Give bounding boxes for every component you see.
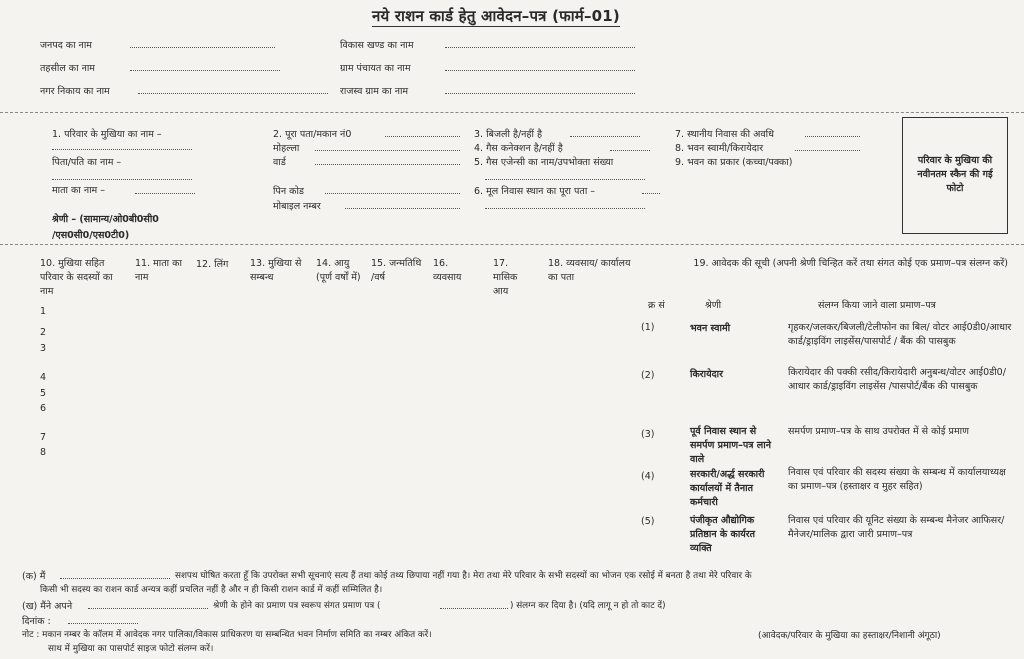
residence-duration-field[interactable]: [805, 127, 860, 137]
mother-field[interactable]: [135, 184, 195, 194]
head-name-field[interactable]: [52, 140, 192, 150]
declaration-a-text-2: किसी भी सदस्य का राशन कार्ड अन्यत्र कहीं प्रचलित नहीं है और न ही किसी राशन कार्ड में कहीं सम्मिलित है।: [40, 585, 383, 595]
declaration-a-prefix: (क) मैं: [22, 571, 46, 582]
docs-proof-5: निवास एवं परिवार की यूनिट संख्या के सम्बन्ध मैनेजर आफिसर/मैनेजर/मालिक द्वारा जारी प्रमाण–पत्र: [788, 515, 1005, 540]
head-name-label: 1. परिवार के मुखिया का नाम –: [52, 129, 162, 140]
block-label: विकास खण्ड का नाम: [340, 40, 414, 51]
gas-field[interactable]: [610, 141, 650, 151]
declaration-b-text: श्रेणी के होने का प्रमाण पत्र स्वरूप संगत प्रमाण पत्र (: [213, 601, 381, 611]
block-field[interactable]: [445, 38, 635, 48]
address-field[interactable]: [385, 127, 460, 137]
district-field[interactable]: [130, 38, 275, 48]
date-label: दिनांक :: [22, 616, 51, 627]
gram-panchayat-field[interactable]: [445, 61, 635, 71]
docs-sn-3: (3): [641, 429, 655, 440]
house-type-label: 9. भवन का प्रकार (कच्चा/पक्का): [675, 157, 793, 168]
gas-label: 4. गैस कनेक्शन है/नहीं है: [474, 143, 563, 154]
docs-proof-header: संलग्न किया जाने वाला प्रमाण–पत्र: [818, 300, 936, 311]
gram-panchayat-label: ग्राम पंचायत का नाम: [340, 63, 411, 74]
declaration-b-text-2: ) संलग्न कर दिया है। (यदि लागू न हो तो काट दें): [510, 601, 666, 611]
docs-sn-5: (5): [641, 516, 655, 527]
docs-proof-3: समर्पण प्रमाण–पत्र के साथ उपरोक्त में से कोई प्रमाण: [788, 426, 969, 437]
member-row-5: 5: [40, 388, 47, 399]
category-label-a: श्रेणी – (सामान्य/ओ0बी0सी0: [52, 214, 159, 225]
urban-body-field[interactable]: [138, 84, 328, 94]
address-label: 2. पूरा पता/मकान नं0: [273, 129, 352, 140]
district-label: जनपद का नाम: [40, 40, 92, 51]
origin-address-field-2[interactable]: [485, 199, 645, 209]
income-header: 17. मासिक आय: [493, 258, 518, 297]
photo-box-label: परिवार के मुखिया की नवीनतम स्कैन की गई फोटो: [917, 155, 993, 194]
mobile-field[interactable]: [345, 199, 460, 209]
father-label: पिता/पति का नाम –: [52, 157, 122, 168]
electricity-label: 3. बिजली है/नहीं है: [474, 129, 543, 140]
docs-category-header: श्रेणी: [705, 300, 722, 311]
tehsil-field[interactable]: [130, 61, 280, 71]
origin-address-label: 6. मूल निवास स्थान का पूरा पता –: [474, 186, 596, 197]
docs-sn-1: (1): [641, 322, 655, 333]
declaration-proof-field[interactable]: [440, 599, 508, 609]
owner-tenant-field[interactable]: [795, 141, 860, 151]
category-label-b: /एस0सी0/एस0टी0): [52, 230, 130, 241]
urban-body-label: नगर निकाय का नाम: [40, 86, 110, 97]
tehsil-label: तहसील का नाम: [40, 63, 95, 74]
member-row-7: 7: [40, 432, 47, 443]
revenue-village-field[interactable]: [445, 84, 635, 94]
member-row-3: 3: [40, 343, 47, 354]
signature-label: (आवेदक/परिवार के मुखिया का हस्ताक्षर/निशानी अंगूठा): [758, 631, 941, 641]
declaration-category-field[interactable]: [88, 599, 208, 609]
declaration-name-field[interactable]: [60, 569, 170, 579]
docs-category-2: किरायेदार: [690, 369, 724, 380]
member-name-header: 10. मुखिया सहित परिवार के सदस्यों का नाम: [40, 258, 113, 297]
dob-header: 15. जन्मतिथि /वर्ष: [371, 258, 422, 283]
docs-category-1: भवन स्वामी: [690, 323, 731, 334]
docs-category-4: सरकारी/अर्द्ध सरकारी कार्यालयों में तैनात कर्मचारी: [690, 469, 765, 508]
owner-tenant-label: 8. भवन स्वामी/किरायेदार: [675, 143, 764, 154]
divider-1: [0, 112, 1024, 113]
note-1: नोट : मकान नम्बर के कॉलम में आवेदक नगर पालिका/विकास प्राधिकरण या सम्बन्धित भवन निर्माण समिति का नम्बर अंकित करें।: [22, 630, 432, 640]
photo-box[interactable]: [902, 117, 1008, 234]
office-address-header: 18. व्यवसाय/ कार्यालय का पता: [548, 258, 631, 283]
origin-address-field[interactable]: [642, 184, 660, 194]
docs-category-3: पूर्व निवास स्थान से समर्पण प्रमाण–पत्र लाने वाले: [690, 426, 771, 465]
docs-proof-2: किरायेदार की पक्की रसीद/किरायेदारी अनुबन्ध/वोटर आई0डी0/आधार कार्ड/ड्राइविंग लाइसेंस /पासपोर्ट/बैंक की पासबुक: [788, 367, 1006, 392]
gas-agency-label: 5. गैस एजेन्सी का नाम/उपभोक्ता संख्या: [474, 157, 614, 168]
divider-2: [0, 244, 1024, 245]
member-row-1: 1: [40, 306, 47, 317]
relation-header: 13. मुखिया से सम्बन्ध: [250, 258, 302, 283]
docs-title: 19. आवेदक की सूची (अपनी श्रेणी चिन्हित करें तथा संगत कोई एक प्रमाण–पत्र संलग्न करें): [693, 258, 1008, 269]
mobile-label: मोबाइल नम्बर: [273, 201, 321, 212]
age-header: 14. आयु (पूर्ण वर्षों में): [316, 258, 361, 283]
revenue-village-label: राजस्व ग्राम का नाम: [340, 86, 409, 97]
occupation-header: 16. व्यवसाय: [433, 258, 462, 283]
date-field[interactable]: [68, 614, 138, 624]
father-field[interactable]: [52, 170, 192, 180]
ward-field[interactable]: [315, 155, 460, 165]
pincode-label: पिन कोड: [273, 186, 304, 197]
member-row-8: 8: [40, 447, 47, 458]
pincode-field[interactable]: [325, 184, 460, 194]
mohalla-label: मोहल्ला: [273, 143, 300, 154]
gender-header: 12. लिंग: [196, 259, 229, 270]
declaration-b-prefix: (ख) मैंने अपने: [22, 601, 73, 612]
mother-label: माता का नाम –: [52, 185, 105, 196]
docs-sn-4: (4): [641, 471, 655, 482]
mohalla-field[interactable]: [315, 141, 460, 151]
docs-sn-2: (2): [641, 370, 655, 381]
declaration-a-text: सशपथ घोषित करता हूँ कि उपरोक्त सभी सूचनाएं सत्य हैं तथा कोई तथ्य छिपाया नहीं गया है। मेरा तथा मेरे परिवार के सभी सदस्यों का भोजन एक रसोई में बनता है तथा मेरे परिवार के: [175, 571, 752, 581]
note-2: साथ में मुखिया का पासपोर्ट साइज फोटो संलग्न करें।: [48, 644, 214, 654]
member-row-6: 6: [40, 403, 47, 414]
docs-category-5: पंजीकृत औद्योगिक प्रतिष्ठान के कार्यरत व्यक्ति: [690, 515, 756, 554]
electricity-field[interactable]: [570, 127, 640, 137]
form-title: नये राशन कार्ड हेतु आवेदन–पत्र (फार्म–01): [372, 7, 620, 25]
mother-name-header: 11. माता का नाम: [135, 258, 182, 283]
docs-proof-1: गृहकर/जलकर/बिजली/टेलीफोन का बिल/ वोटर आई0डी0/आधार कार्ड/ड्राइविंग लाइसेंस/पासपोर्ट / बैंक की पासबुक: [788, 322, 1012, 347]
gas-agency-field[interactable]: [485, 170, 645, 180]
member-row-2: 2: [40, 327, 47, 338]
docs-sn-header: क्र सं: [648, 300, 665, 311]
residence-duration-label: 7. स्थानीय निवास की अवधि: [675, 129, 774, 140]
docs-proof-4: निवास एवं परिवार की सदस्य संख्या के सम्बन्ध में कार्यालयाध्यक्ष का प्रमाण–पत्र (हस्ताक्षर व मुहर सहित): [788, 467, 1006, 492]
member-row-4: 4: [40, 372, 47, 383]
ward-label: वार्ड: [273, 157, 286, 168]
